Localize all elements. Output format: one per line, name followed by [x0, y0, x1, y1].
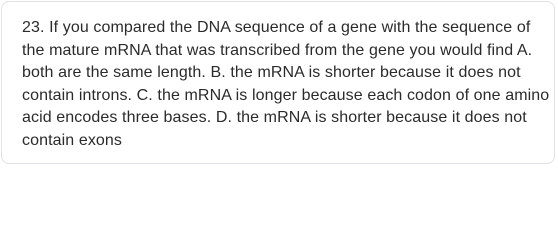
- question-card: [1, 1, 555, 164]
- question-text: 23. If you compared the DNA sequence of a gene with the sequence of the mature mRNA that was transcribed from the gene you would find A. both are the same length. B. the mRNA is shorter because it does not contain introns. C. the mRNA is longer because each codon of one amino acid encodes three bases. D. the mRNA is shorter because it does not contain exons: [22, 19, 550, 149]
